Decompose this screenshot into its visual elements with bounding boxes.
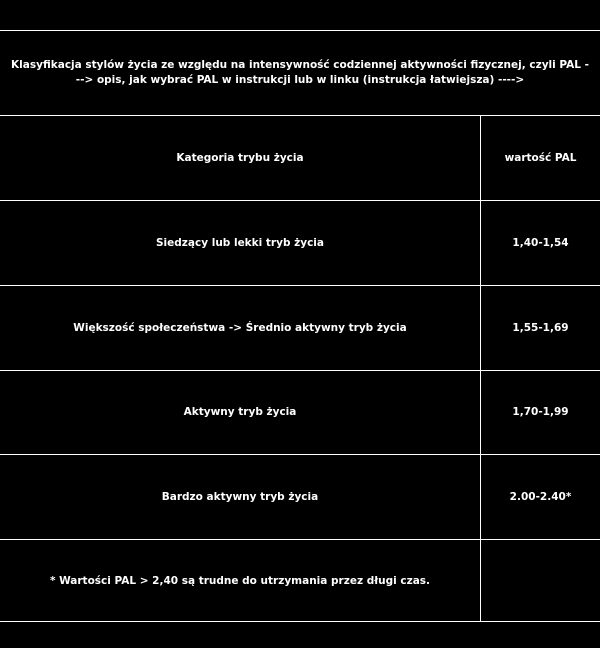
footnote-text: * Wartości PAL > 2,40 są trudne do utrzymania przez długi czas. xyxy=(49,574,431,587)
header-row xyxy=(0,115,600,200)
header-pal: wartość PAL xyxy=(480,116,600,200)
category-cell: Bardzo aktywny tryb życia xyxy=(161,490,319,503)
header-category: Kategoria trybu życia xyxy=(176,151,304,164)
pal-cell: 2.00-2.40* xyxy=(480,455,600,539)
pal-cell: 1,70-1,99 xyxy=(480,371,600,454)
pal-table xyxy=(0,30,600,622)
footnote-row xyxy=(0,539,600,622)
footnote-empty-cell xyxy=(480,540,600,622)
category-cell: Siedzący lub lekki tryb życia xyxy=(156,236,324,249)
pal-cell: 1,55-1,69 xyxy=(480,286,600,370)
table-row xyxy=(0,370,600,454)
category-cell: Aktywny tryb życia xyxy=(183,406,297,418)
table-caption: Klasyfikacja stylów życia ze względu na intensywność codziennej aktywności fizycznej, czyli PAL ---> opis, jak wybrać PAL w instrukcji lub w linku (instrukcja łatwiejsza) ----> xyxy=(11,59,589,86)
table-row xyxy=(0,200,600,285)
caption-row xyxy=(0,31,600,115)
pal-cell: 1,40-1,54 xyxy=(480,201,600,285)
table-row xyxy=(0,454,600,539)
table-row xyxy=(0,285,600,370)
category-cell: Większość społeczeństwa -> Średnio aktywny tryb życia xyxy=(73,321,407,334)
